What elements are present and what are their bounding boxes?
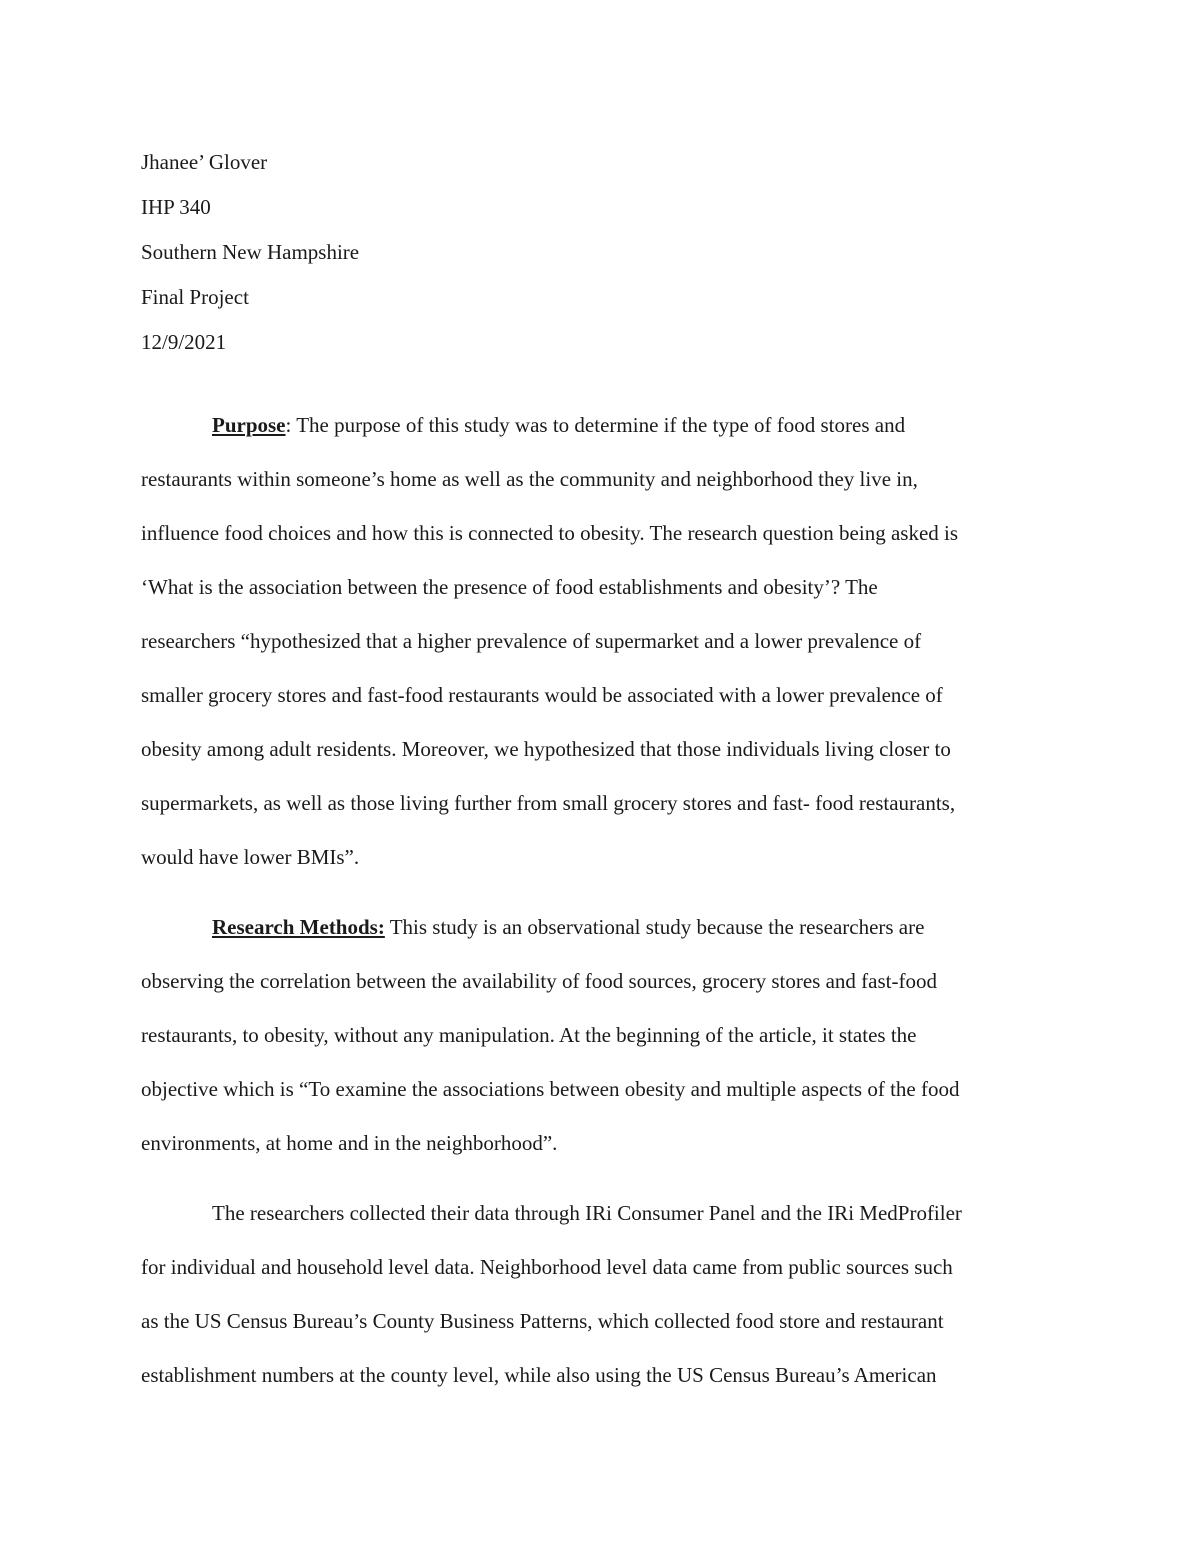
assignment-title: Final Project [141, 285, 249, 309]
purpose-line-2: restaurants within someone’s home as well as the community and neighborhood they live in, [141, 467, 918, 491]
document-body [141, 398, 1061, 1402]
purpose-line-7: obesity among adult residents. Moreover, we hypothesized that those individuals living closer to [141, 737, 951, 761]
methods-text: This study is an observational study because the researchers are [384, 915, 925, 939]
data-line-3: as the US Census Bureau’s County Business Patterns, which collected food store and restaurant [141, 1309, 944, 1333]
data-line-1: The researchers collected their data through IRi Consumer Panel and the IRi MedProfiler [212, 1201, 962, 1225]
purpose-line-1 [141, 398, 1061, 452]
methods-heading: Research Methods: [212, 915, 385, 939]
paragraph-gap [141, 1170, 1061, 1186]
methods-line-2: observing the correlation between the availability of food sources, grocery stores and fast-food [141, 969, 937, 993]
paragraph-gap [141, 884, 1061, 900]
document-header [141, 140, 741, 365]
course-code: IHP 340 [141, 195, 211, 219]
purpose-line-8: supermarkets, as well as those living further from small grocery stores and fast- food restaurants, [141, 791, 956, 815]
purpose-line-4: ‘What is the association between the presence of food establishments and obesity’? The [141, 575, 878, 599]
purpose-line-5: researchers “hypothesized that a higher prevalence of supermarket and a lower prevalence of [141, 629, 922, 653]
purpose-line-6: smaller grocery stores and fast-food restaurants would be associated with a lower prevalence of [141, 683, 943, 707]
purpose-heading: Purpose [212, 413, 286, 437]
purpose-line-3: influence food choices and how this is connected to obesity. The research question being asked is [141, 521, 959, 545]
document-date: 12/9/2021 [141, 330, 227, 354]
data-line-4: establishment numbers at the county level, while also using the US Census Bureau’s American [141, 1363, 937, 1387]
data-line-2: for individual and household level data. Neighborhood level data came from public sources such [141, 1255, 953, 1279]
purpose-line-9: would have lower BMIs”. [141, 845, 360, 869]
methods-line-3: restaurants, to obesity, without any manipulation. At the beginning of the article, it states the [141, 1023, 917, 1047]
purpose-text: : The purpose of this study was to determine if the type of food stores and [285, 413, 906, 437]
methods-line-5: environments, at home and in the neighborhood”. [141, 1131, 558, 1155]
author-name: Jhanee’ Glover [141, 150, 268, 174]
institution-name: Southern New Hampshire [141, 240, 360, 264]
methods-line-1 [141, 900, 1061, 954]
methods-line-4: objective which is “To examine the associations between obesity and multiple aspects of the food [141, 1077, 960, 1101]
